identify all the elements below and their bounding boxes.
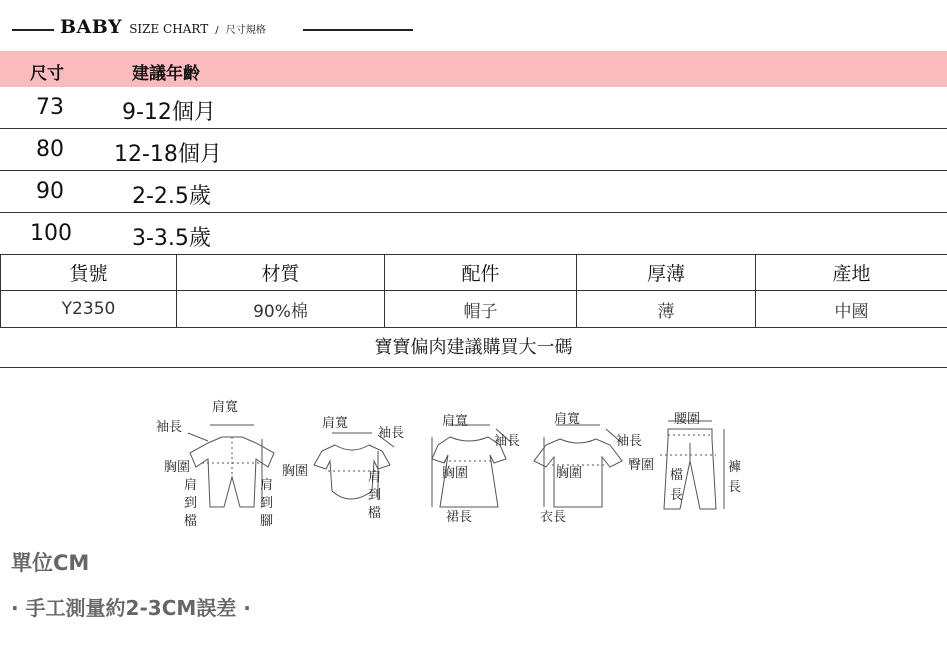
size-value: 100: [30, 221, 72, 246]
column-size: 尺寸: [30, 64, 64, 84]
pants-length-label-2: 長: [728, 480, 742, 495]
romper-shoulder-to-crotch-2: 到: [184, 496, 198, 511]
dress-chest-label: 胸圍: [442, 466, 469, 481]
spec-thickness: 薄: [577, 291, 756, 328]
sizing-note: 寶寶偏肉建議購買大一碼: [0, 329, 947, 368]
dress-sleeve-label: 袖長: [494, 434, 521, 449]
pants-rise-label-1: 檔: [670, 468, 684, 483]
spec-value-row: [1, 291, 947, 328]
column-age: 建議年齡: [132, 64, 200, 84]
age-value: 12-18個月: [114, 142, 222, 167]
header-subtitle: SIZE CHART: [129, 22, 209, 36]
header-rule-right: [303, 29, 413, 31]
pants-length-label-1: 褲: [728, 460, 742, 475]
age-value: 3-3.5歲: [132, 226, 211, 251]
size-value: 90: [36, 179, 64, 204]
romper-shoulder-to-foot-3: 腳: [260, 514, 274, 529]
bodysuit-shoulder-to-crotch-3: 檔: [368, 506, 382, 521]
size-value: 73: [36, 95, 64, 120]
header-title: [60, 16, 266, 38]
bodysuit-shoulder-to-crotch-1: 肩: [368, 470, 382, 485]
spec-table: [0, 254, 947, 328]
dress-shoulder-label: 肩寬: [442, 414, 469, 429]
bodysuit-sleeve-label: 袖長: [378, 426, 405, 441]
romper-illustration: [188, 425, 274, 507]
header-cn-title: 尺寸規格: [225, 25, 266, 36]
brand-title: BABY: [60, 16, 123, 38]
spec-material: 90%棉: [177, 291, 385, 328]
top-shoulder-label: 肩寬: [554, 412, 581, 427]
age-value: 2-2.5歲: [132, 184, 211, 209]
spec-header-row: [1, 255, 947, 291]
size-table-header: [0, 51, 947, 87]
measurement-diagram: [150, 395, 760, 535]
size-value: 80: [36, 137, 64, 162]
spec-header-thickness: 厚薄: [577, 255, 756, 291]
table-row: [0, 171, 947, 213]
bodysuit-chest-label: 胸圍: [282, 464, 309, 479]
romper-shoulder-to-foot-1: 肩: [260, 478, 274, 493]
bodysuit-illustration: [314, 433, 394, 499]
bodysuit-shoulder-label: 肩寬: [322, 416, 349, 431]
romper-shoulder-to-crotch-1: 肩: [184, 478, 198, 493]
romper-shoulder-to-crotch-3: 檔: [184, 514, 198, 529]
spec-header-item-no: 貨號: [1, 255, 177, 291]
top-chest-label: 胸圍: [556, 466, 583, 481]
spec-header-material: 材質: [177, 255, 385, 291]
spec-accessory: 帽子: [385, 291, 577, 328]
spec-header-accessory: 配件: [385, 255, 577, 291]
pants-waist-label: 腰圍: [674, 412, 701, 427]
spec-item-no: Y2350: [1, 291, 177, 328]
spec-header-origin: 產地: [756, 255, 947, 291]
spec-origin: 中國: [756, 291, 947, 328]
bodysuit-shoulder-to-crotch-2: 到: [368, 488, 382, 503]
romper-shoulder-label: 肩寬: [212, 400, 239, 415]
table-row: [0, 213, 947, 254]
age-value: 9-12個月: [122, 100, 216, 125]
top-sleeve-label: 袖長: [616, 434, 643, 449]
romper-sleeve-label: 袖長: [156, 420, 183, 435]
size-chart-header: [0, 16, 947, 44]
romper-shoulder-to-foot-2: 到: [260, 496, 274, 511]
top-length-label: 衣長: [540, 510, 567, 525]
romper-chest-label: 胸圍: [164, 460, 191, 475]
measurement-tolerance-note: · 手工測量約2-3CM誤差 ·: [11, 596, 251, 620]
table-row: [0, 87, 947, 129]
unit-label: 單位CM: [11, 551, 90, 575]
table-row: [0, 129, 947, 171]
pants-rise-label-2: 長: [670, 488, 684, 503]
header-divider: /: [215, 25, 219, 36]
dress-length-label: 裙長: [446, 510, 473, 525]
header-rule-left: [12, 29, 54, 31]
pants-hip-label: 臀圍: [628, 458, 655, 473]
